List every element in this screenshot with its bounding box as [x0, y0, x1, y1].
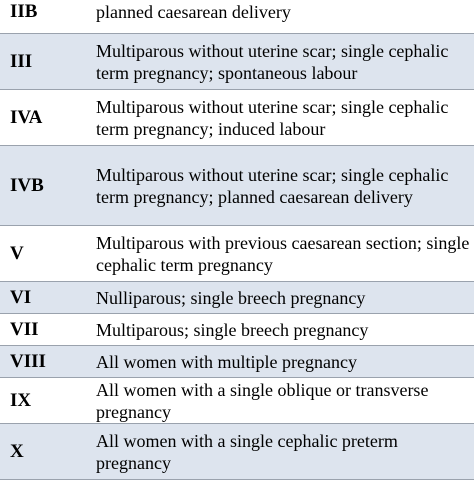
table-row — [0, 90, 474, 146]
group-cell: IVB — [0, 146, 94, 226]
group-cell: X — [0, 424, 94, 480]
table-row — [0, 0, 474, 34]
description-cell: Multiparous; single breech pregnancy — [94, 314, 474, 346]
description-cell: Nulliparous; single breech pregnancy — [94, 282, 474, 314]
description-cell: Multiparous without uterine scar; single cephalic term pregnancy; planned caesarean delivery — [94, 146, 474, 226]
group-cell: VIII — [0, 346, 94, 378]
group-cell: VI — [0, 282, 94, 314]
group-cell: III — [0, 34, 94, 90]
group-cell: VII — [0, 314, 94, 346]
description-cell: Multiparous without uterine scar; single cephalic term pregnancy; spontaneous labour — [94, 34, 474, 90]
table-row — [0, 282, 474, 314]
table-row — [0, 346, 474, 378]
table-row — [0, 378, 474, 424]
description-cell: planned caesarean delivery — [94, 0, 474, 34]
table-row — [0, 146, 474, 226]
description-cell: Multiparous without uterine scar; single cephalic term pregnancy; induced labour — [94, 90, 474, 146]
description-cell: All women with a single oblique or transverse pregnancy — [94, 378, 474, 424]
table-row — [0, 34, 474, 90]
group-cell: IIB — [0, 0, 94, 34]
table-row — [0, 314, 474, 346]
description-cell: All women with multiple pregnancy — [94, 346, 474, 378]
group-cell: IX — [0, 378, 94, 424]
description-cell: Multiparous with previous caesarean section; single cephalic term pregnancy — [94, 226, 474, 282]
table-row — [0, 226, 474, 282]
group-cell: V — [0, 226, 94, 282]
table-row — [0, 424, 474, 480]
group-cell: IVA — [0, 90, 94, 146]
description-cell: All women with a single cephalic preterm pregnancy — [94, 424, 474, 480]
